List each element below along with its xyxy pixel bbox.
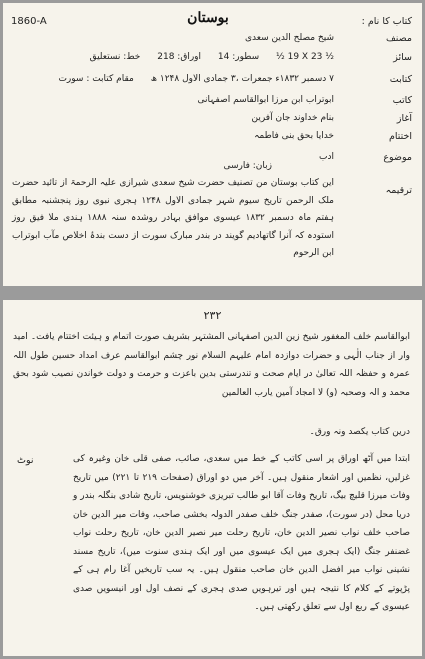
- colophon-text: این کتاب بوستان من تصنیف حضرت شیخ سعدی شیرازی علیہ الرحمۃ از تائید حضرت ملک الرحمن تاریخ سیوم شہر جمادی الاول ۱۲۴۸ ہجری نبوی روز پنجشنبہ مطابق ہفتم ماہ دسمبر ۱۸۳۲ عیسوی موافق بہادر روشدہ سنہ ۱۸۸۸ ہندی ملا فیق روز استودہ کہ آنرا گاتھادیم گویند در بندر مبارک سورت از دست بندۂ اخلاص مآب ابوتراب ابن الرحوم: [12, 178, 335, 258]
- row-catalog-name: [12, 16, 412, 33]
- size-script: خط: نستعلیق: [89, 52, 141, 62]
- label-ending: اختتام: [388, 131, 412, 142]
- label-subject: موضوع: [383, 152, 412, 163]
- colophon-continued: ابوالقاسم خلف المغفور شیخ زین الدین اصفہانی المشتہر بشریف صورت اتمام و ہیئت اختتام یافت۔ امید وار از جناب الٰہی و حضرات دوازدہ امام علیہم السلام نور چشم ابوالقاسم عرف امداد حسین طول اللہ عمرہ و حفظہ اللہ تعالیٰ در ایام صحت و تندرستی بدین باعزت و حرمت و دولت خواندن نصیب شود بحق محمد و الہ وصحبہ (و) لا امجاد آمین یارب العالمین: [13, 332, 410, 398]
- value-author: شیخ مصلح الدین سعدی: [244, 33, 334, 43]
- value-subject: ادب: [319, 152, 334, 162]
- row-ending: [12, 131, 412, 148]
- row-size: [12, 52, 412, 69]
- value-beginning: بنام خداوند جان آفرین: [251, 113, 334, 123]
- book-title: بوستان: [187, 10, 229, 26]
- size-dimensions: ½ 19 X 23 ½: [276, 52, 334, 62]
- size-lines: سطور: 14: [217, 52, 260, 62]
- label-scribe: کاتب: [392, 95, 412, 106]
- catalog-number: 1860-A: [11, 16, 47, 27]
- label-author: مصنف: [385, 33, 412, 44]
- value-size: [90, 52, 334, 62]
- label-size: سائز: [393, 52, 412, 63]
- catalog-card: [3, 3, 422, 286]
- leaf-count-line: درین کتاب یکصد ونہ ورق۔: [309, 427, 410, 437]
- value-ending: خدایا بحق بنی فاطمہ: [254, 131, 334, 141]
- value-scribe: ابوتراب ابن مرزا ابوالقاسم اصفہانی: [197, 95, 334, 105]
- row-scribe-date: [12, 74, 412, 91]
- page-number: ۲۳۲: [203, 309, 222, 322]
- row-scribe: [12, 95, 412, 112]
- row-author: [12, 33, 412, 50]
- label-scribe-date: کتابت: [389, 74, 412, 85]
- note-text: ابتدا میں آٹھ اوراق پر اسی کاتب کے خط میں سعدی، صائب، صفی قلی خان وغیرہ کی غزلیں، نظمیں اور اشعار منقول ہیں۔ آخر میں دو اوراق (صفحات ۲۱۹ تا ۲۲۱) میں تاریخ وفات میرزا قلیچ بیگ، تاریخ وفات آقا ابو طالب تبریزی خوشنویس، تاریخ شادی بنگلہ بندر و دریا محل (در سورت)، صفدر جنگ خلف صفدر الدولہ بخشی صاحب، وفات میر الدین خان صاحب خلف نواب نصیر الدین خان، تاریخ رحلت میر نصیر الدین خان، تاریخ رحلت نواب غضنفر جنگ (ایک ہجری میں ایک عیسوی میں اور ایک ہندی سنوت میں)، تاریخ مسند نشینی نواب میر افضل الدین خان صاحب منقول ہیں۔ یہ سب تاریخیں آغا رام ہی کے پڑپوتے کے کلام کا نتیجہ ہیں اور تیرہویں صدی ہجری کے نصف اول اور انیسویں صدی عیسوی کے ربع اول سے تعلق رکھتی ہیں۔: [73, 454, 411, 612]
- scribe-date: ۷ دسمبر ۱۸۳۲ء جمعرات ،۳ جمادی الاول ۱۲۴۸ ھ: [150, 74, 334, 84]
- size-leaves: اوراق: 218: [157, 52, 202, 62]
- note-label: نوٹ: [17, 455, 34, 466]
- colophon-label: ترقیمہ: [385, 185, 412, 196]
- value-language: فارسی: [223, 161, 250, 171]
- scribe-place: مقام کتابت : سورت: [58, 74, 134, 84]
- label-catalog-name: کتاب کا نام :: [361, 16, 412, 27]
- label-beginning: آغاز: [396, 113, 412, 124]
- row-beginning: [12, 113, 412, 130]
- catalog-card-page-2: [3, 300, 422, 656]
- label-language: زبان: [255, 161, 272, 171]
- value-scribe-date: [58, 74, 334, 84]
- language-field: زبان: فارسی: [223, 161, 272, 171]
